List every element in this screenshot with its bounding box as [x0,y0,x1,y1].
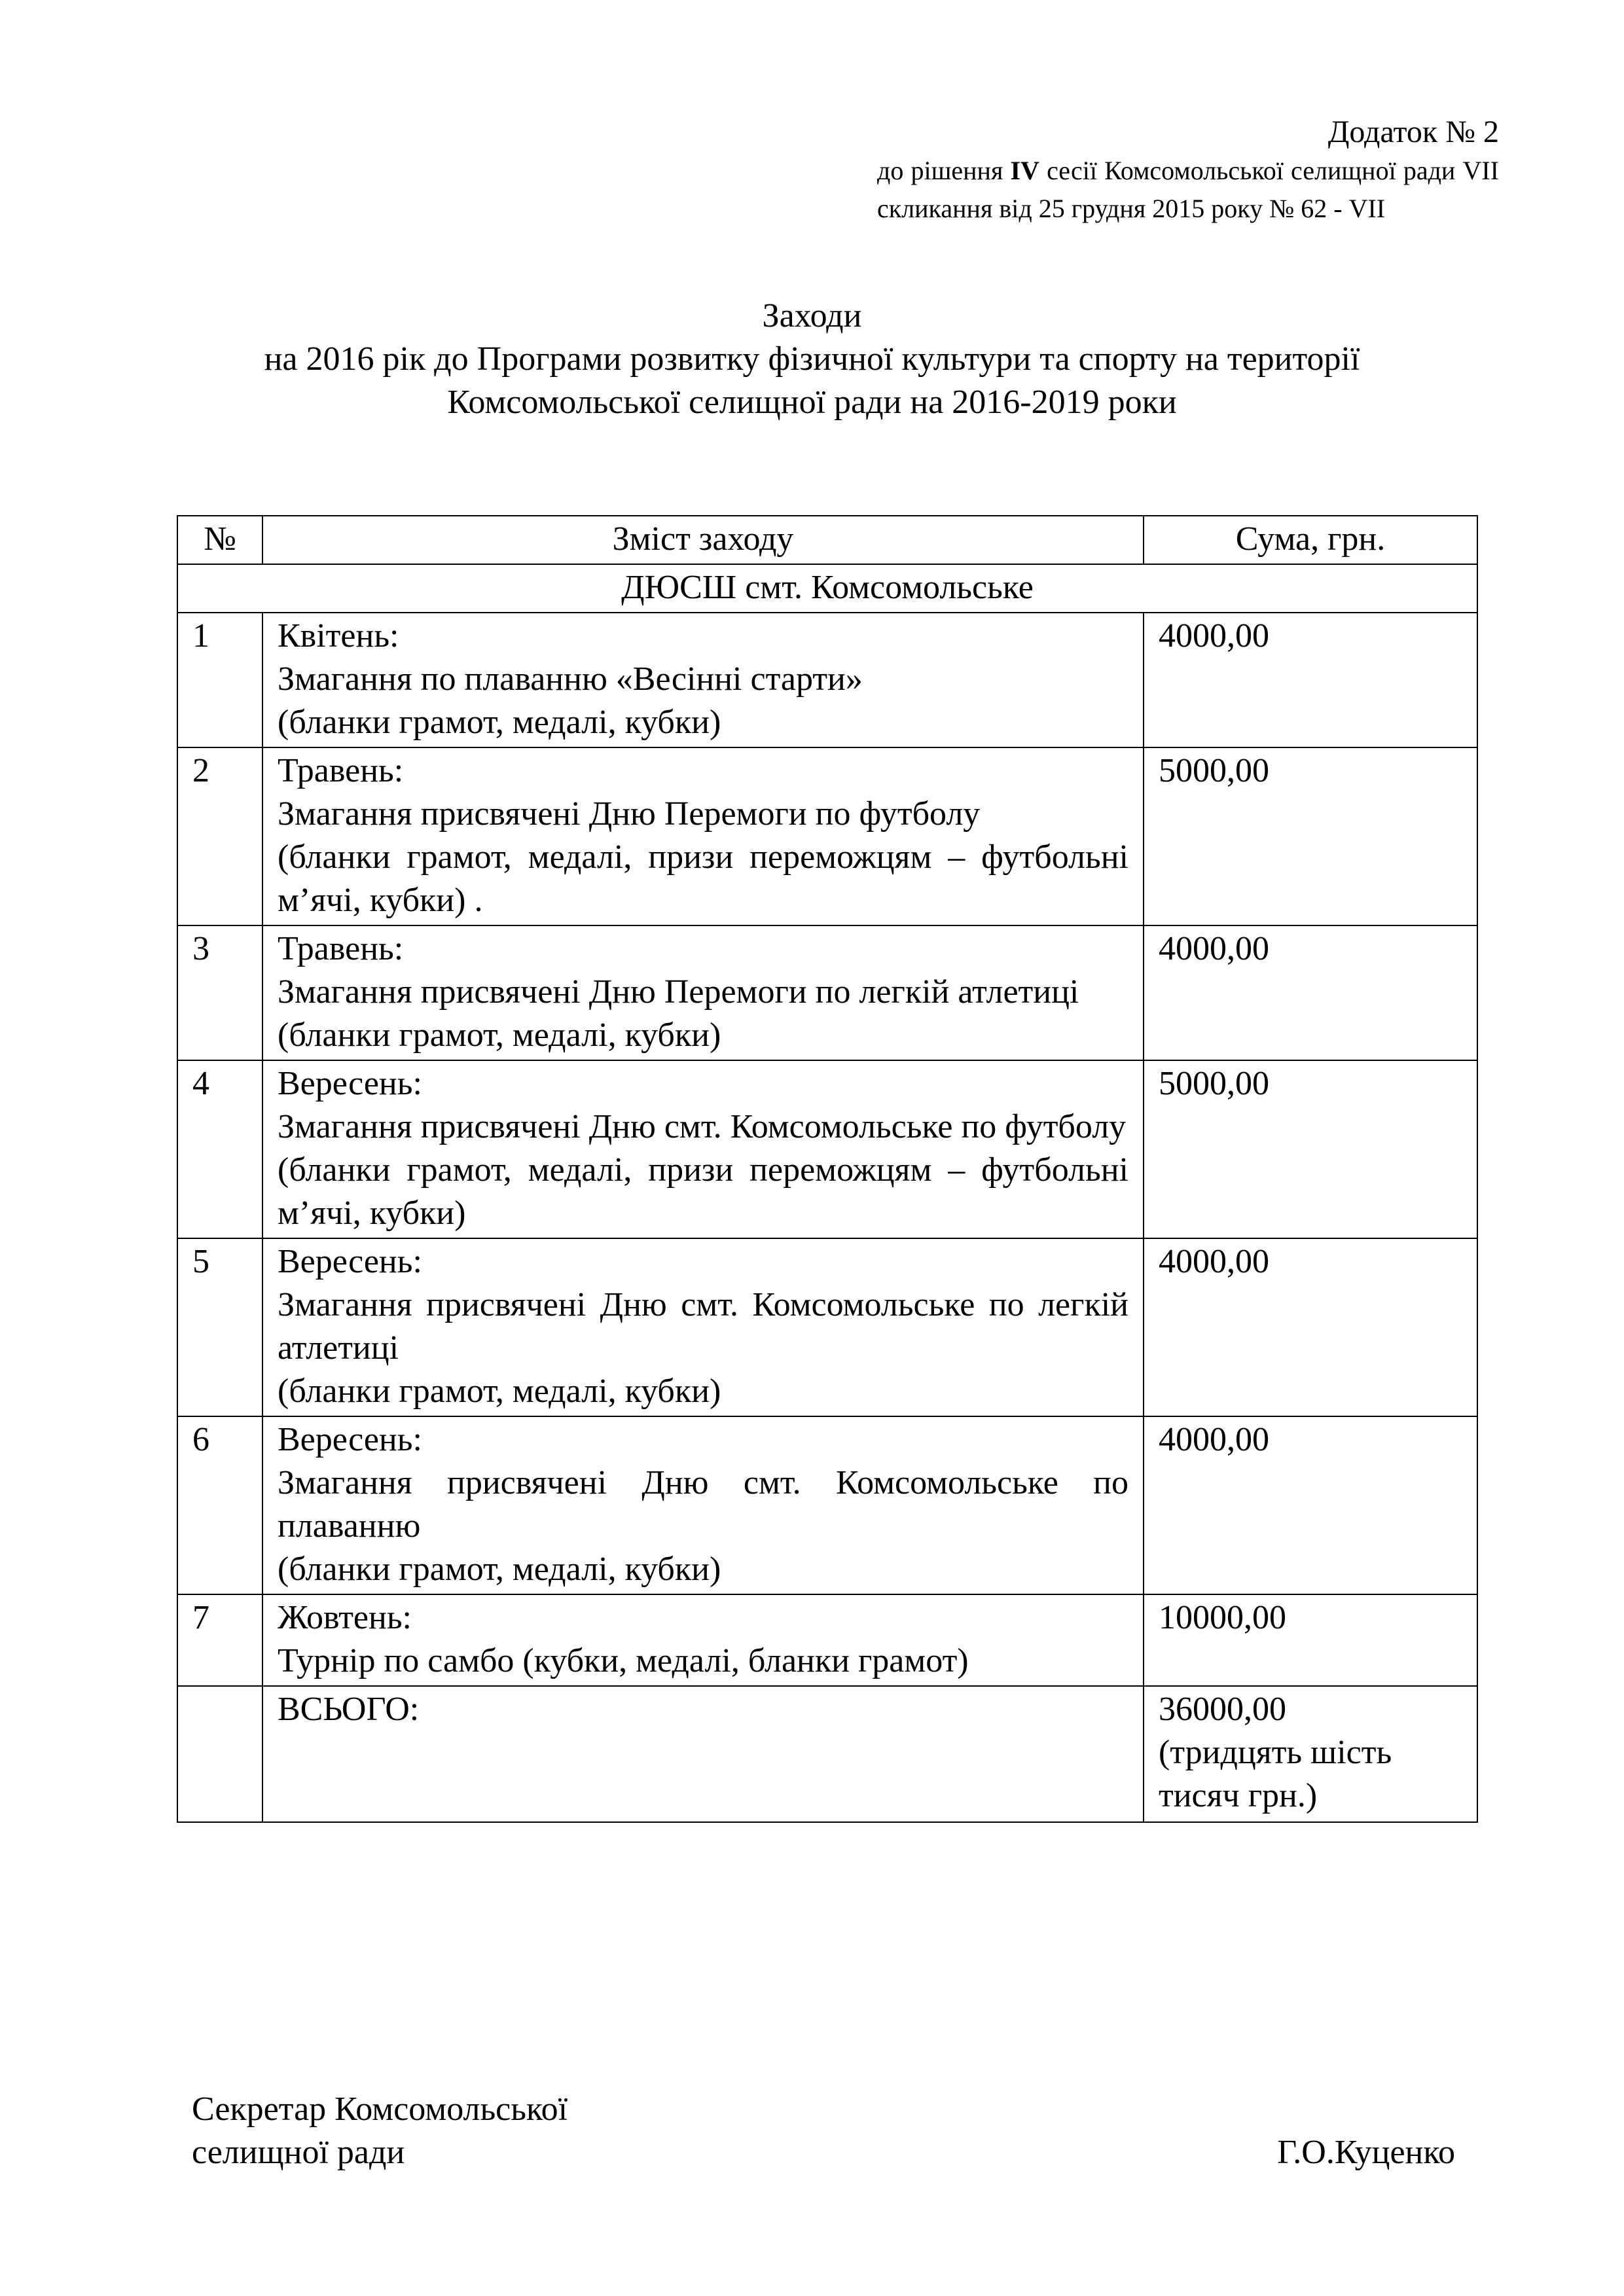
row-items: (бланки грамот, медалі, призи переможцям – футбольні м’ячі, кубки) [278,1151,1128,1232]
row-text: Змагання по плаванню «Весінні старти» [278,660,863,698]
row-number: 5 [177,1238,262,1416]
row-month: Жовтень: [278,1599,412,1636]
row-content [262,613,1144,747]
row-content [262,925,1144,1060]
row-content [262,1594,1144,1686]
table-body [177,613,1477,1686]
row-sum: 5000,00 [1144,1060,1477,1238]
row-sum: 10000,00 [1144,1594,1477,1686]
row-text: Змагання присвячені Дню смт. Комсомольське по легкій атлетиці [278,1286,1128,1367]
row-text: Змагання присвячені Дню Перемоги по футболу [278,795,981,833]
row-text: Змагання присвячені Дню смт. Комсомольське по футболу [278,1108,1127,1145]
row-month: Травень: [278,752,404,789]
row-month: Вересень: [278,1421,422,1458]
row-sum: 5000,00 [1144,747,1477,925]
table-row [177,613,1477,747]
row-content [262,747,1144,925]
total-num-cell [177,1686,262,1822]
row-items: (бланки грамот, медалі, кубки) [278,1372,721,1410]
title-line-2: на 2016 рік до Програми розвитку фізичної культури та спорту на території [264,340,1360,378]
row-sum: 4000,00 [1144,1238,1477,1416]
total-sum: 36000,00 [1159,1691,1286,1728]
total-sum-words: (тридцять шість тисяч грн.) [1159,1734,1392,1814]
row-month: Вересень: [278,1065,422,1102]
row-month: Вересень: [278,1243,422,1280]
row-content [262,1238,1144,1416]
row-text: Турнір по самбо (кубки, медалі, бланки грамот) [278,1642,969,1679]
row-month: Квітень: [278,617,399,655]
table-row [177,1238,1477,1416]
table-row [177,1060,1477,1238]
row-number: 7 [177,1594,262,1686]
activities-table [177,515,1478,1823]
row-text: Змагання присвячені Дню Перемоги по легкій атлетиці [278,973,1079,1011]
row-month: Травень: [278,930,404,967]
annex-rest: сесії Комсомольської селищної ради VII скликання від 25 грудня 2015 року № 62 - VII [877,156,1499,223]
row-items: (бланки грамот, медалі, кубки) [278,704,721,741]
annex-block [877,113,1499,228]
row-content [262,1060,1144,1238]
total-row [177,1686,1477,1822]
annex-title: Додаток № 2 [1327,115,1499,149]
signature-name: Г.О.Куценко [1277,2134,1455,2171]
title-line-1: Заходи [762,297,862,334]
total-label: ВСЬОГО: [262,1686,1144,1822]
header-sum: Сума, грн. [1144,516,1477,564]
row-content [262,1416,1144,1594]
row-items: (бланки грамот, медалі, кубки) [278,1016,721,1054]
row-sum: 4000,00 [1144,1416,1477,1594]
row-items: (бланки грамот, медалі, призи переможцям – футбольні м’ячі, кубки) . [278,838,1128,919]
total-sum-cell [1144,1686,1477,1822]
row-items: (бланки грамот, медалі, кубки) [278,1551,721,1588]
document-title [0,295,1624,424]
row-number: 2 [177,747,262,925]
signature-position-2: селищної ради [192,2134,405,2171]
annex-reference [877,152,1499,228]
row-sum: 4000,00 [1144,925,1477,1060]
section-title: ДЮСШ смт. Комсомольське [177,564,1477,613]
row-number: 3 [177,925,262,1060]
title-line-3: Комсомольської селищної ради на 2016-2019 роки [447,384,1177,421]
row-sum: 4000,00 [1144,613,1477,747]
signature-block [192,2088,1455,2174]
table-row [177,1594,1477,1686]
header-content: Зміст заходу [262,516,1144,564]
section-row [177,564,1477,613]
row-number: 1 [177,613,262,747]
row-number: 4 [177,1060,262,1238]
table-row [177,1416,1477,1594]
row-number: 6 [177,1416,262,1594]
header-num: № [177,516,262,564]
annex-session: IV [1010,156,1039,185]
signature-position-1: Секретар Комсомольської [192,2090,568,2128]
table-header-row [177,516,1477,564]
table-row [177,747,1477,925]
annex-prefix: до рішення [877,156,1011,185]
table-row [177,925,1477,1060]
row-text: Змагання присвячені Дню смт. Комсомольське по плаванню [278,1464,1128,1545]
